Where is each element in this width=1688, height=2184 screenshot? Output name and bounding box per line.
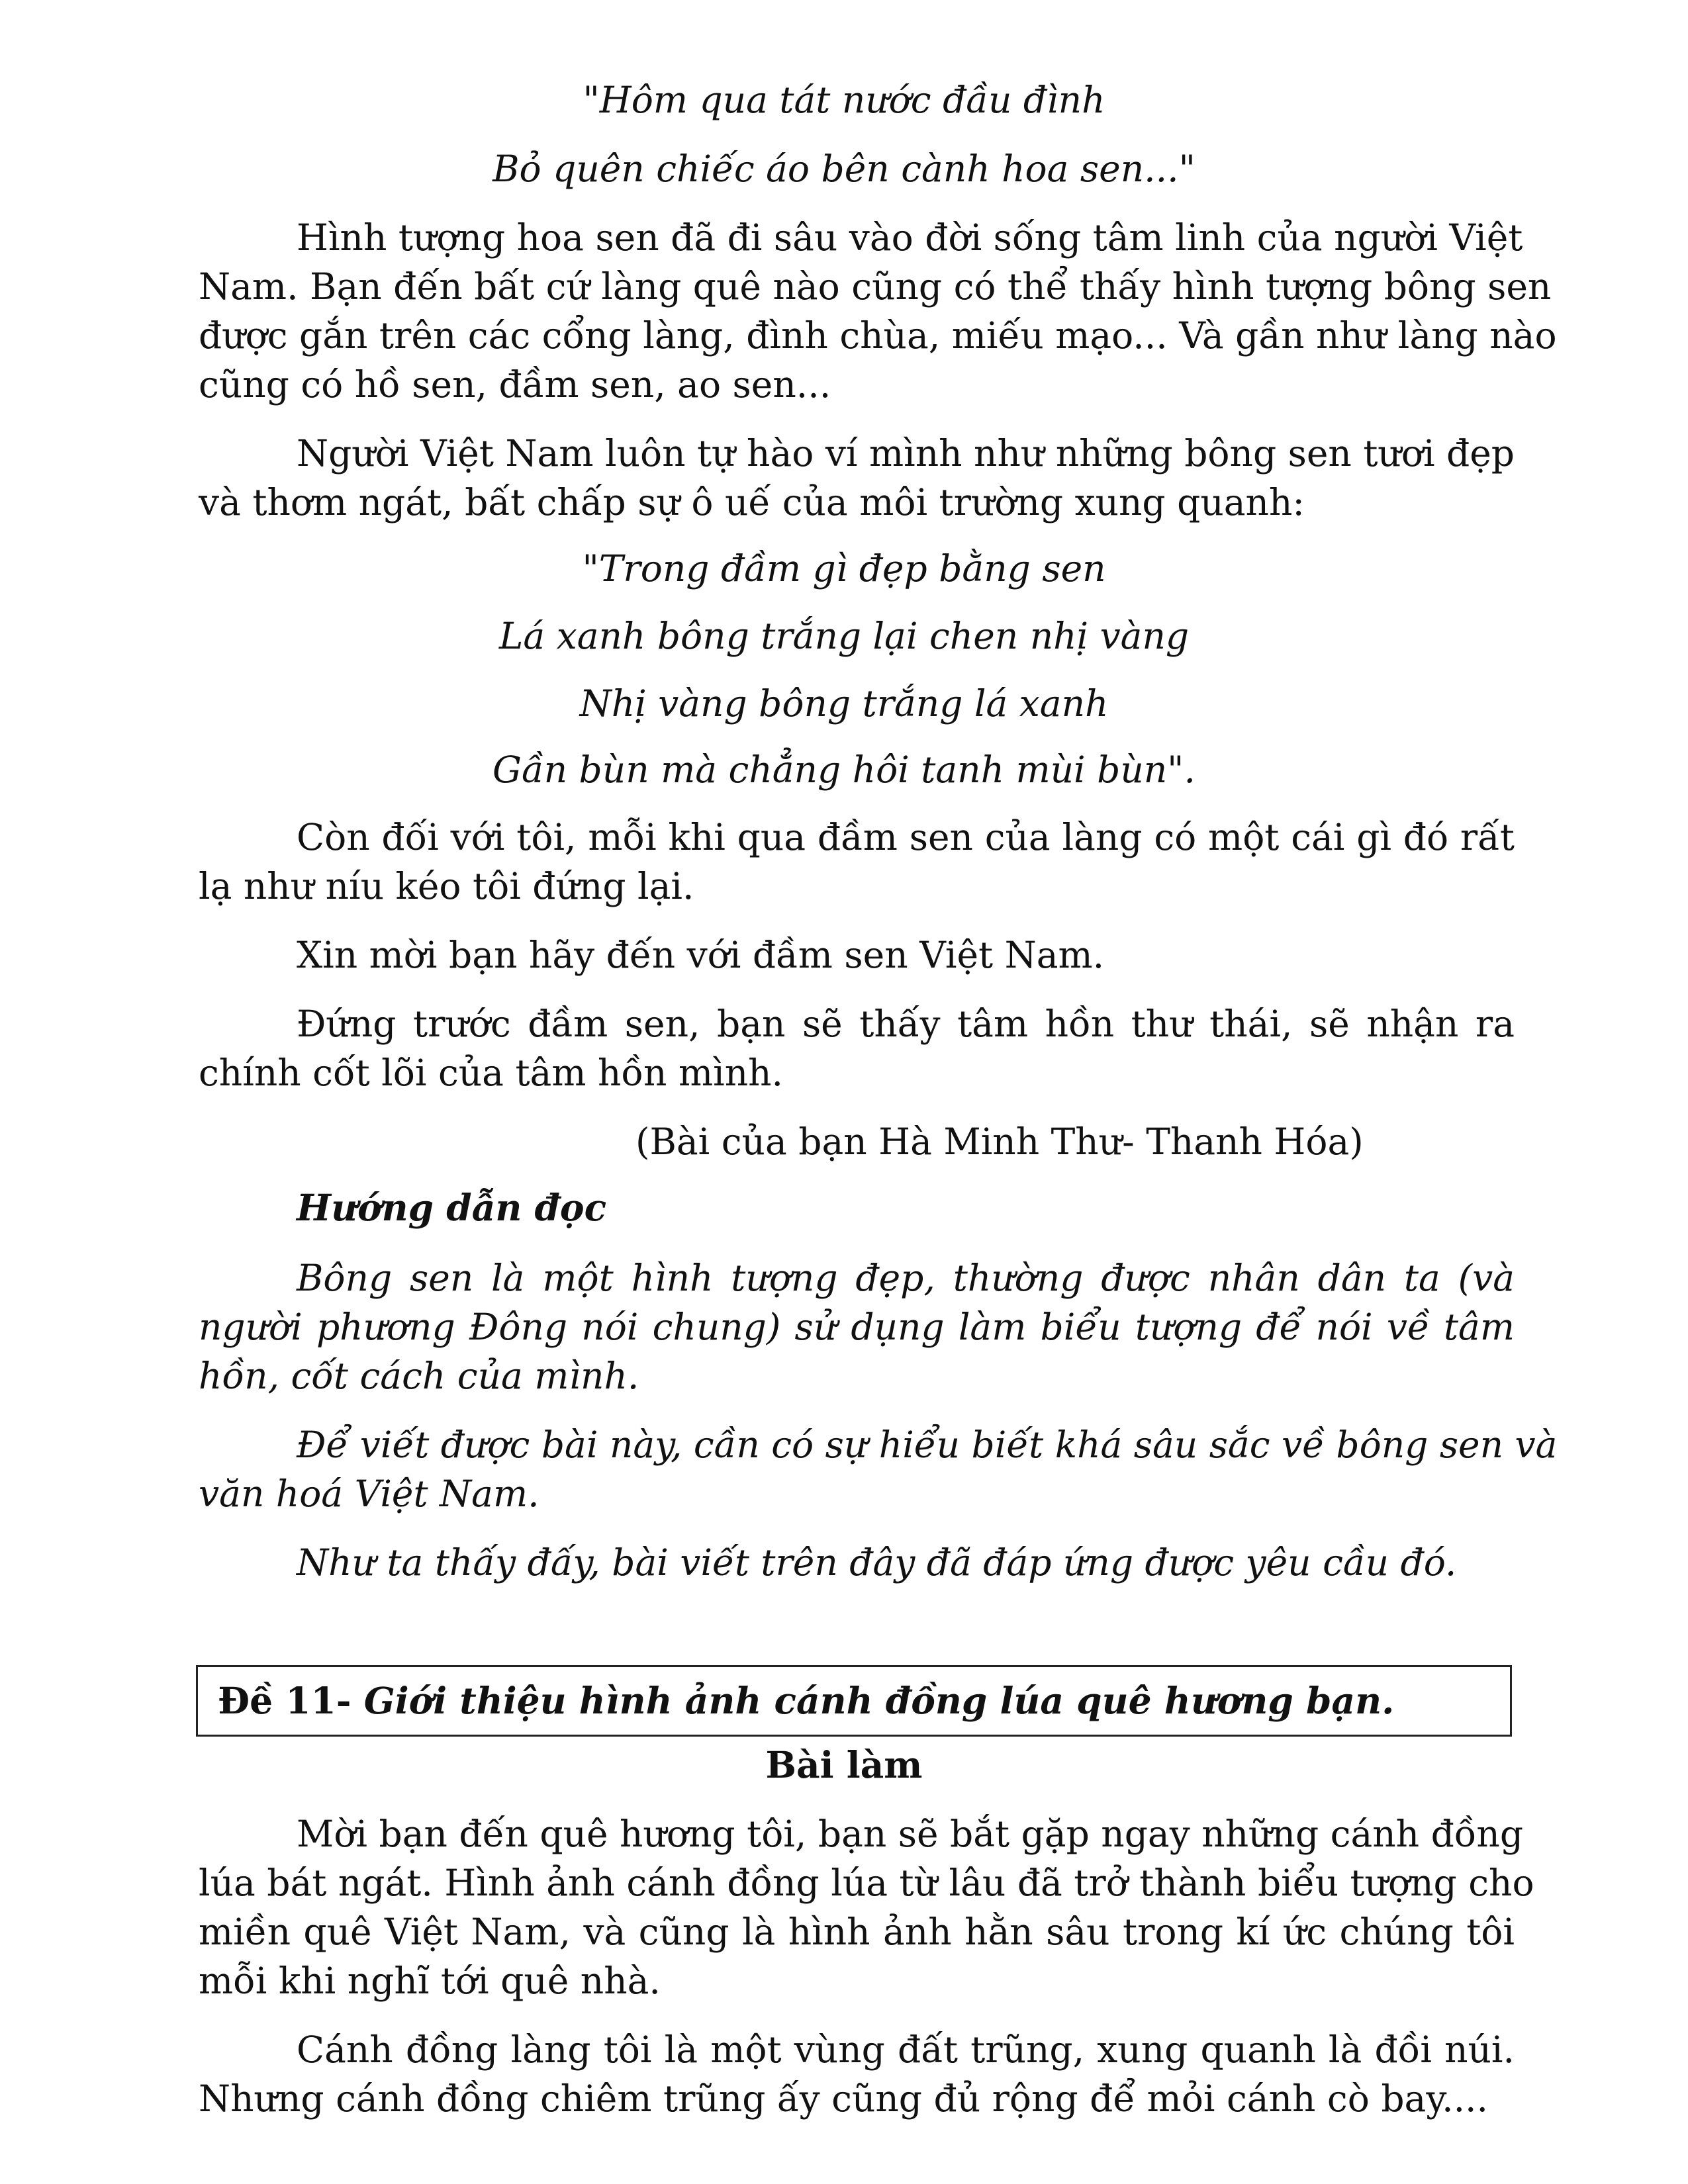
task-heading [218,1679,1394,1723]
para4-line-1: Xin mời bạn hãy đến với đầm sen Việt Nam. [297,934,1105,976]
task-title: Giới thiệu hình ảnh cánh đồng lúa quê hương bạn. [363,1679,1395,1722]
para3-line-2: lạ như níu kéo tôi đứng lại. [199,865,694,907]
para3-line-1: Còn đối với tôi, mỗi khi qua đầm sen của làng có một cái gì đó rất [297,816,1515,858]
essay-p1-line-3: miền quê Việt Nam, và cũng là hình ảnh hằn sâu trong kí ức chúng tôi [199,1911,1515,1953]
essay-p1-line-1: Mời bạn đến quê hương tôi, bạn sẽ bắt gặp ngay những cánh đồng [297,1813,1524,1855]
para1-line-3: được gắn trên các cổng làng, đình chùa, miếu mạo... Và gần như làng nào [199,314,1557,357]
guide-p2-line-1: Để viết được bài này, cần có sự hiểu biết khá sâu sắc về bông sen và [297,1424,1558,1466]
para1-line-2: Nam. Bạn đến bất cứ làng quê nào cũng có thể thấy hình tượng bông sen [199,265,1552,308]
para2-line-2: và thơm ngát, bất chấp sự ô uế của môi trường xung quanh: [199,481,1305,523]
para2-line-1: Người Việt Nam luôn tự hào ví mình như những bông sen tươi đẹp [297,432,1515,475]
poem-sen-line-2: Lá xanh bông trắng lại chen nhị vàng [498,615,1190,657]
attribution: (Bài của bạn Hà Minh Thư- Thanh Hóa) [635,1120,1364,1163]
essay-p1-line-2: lúa bát ngát. Hình ảnh cánh đồng lúa từ lâu đã trở thành biểu tượng cho [199,1862,1534,1904]
essay-heading: Bài làm [765,1743,923,1786]
guide-p1-line-2: người phương Đông nói chung) sử dụng làm biểu tượng để nói về tâm [199,1306,1515,1348]
guide-p2-line-2: văn hoá Việt Nam. [199,1473,539,1515]
poem-intro-line-1: "Hôm qua tát nước đầu đình [583,79,1105,121]
para5-line-2: chính cốt lõi của tâm hồn mình. [199,1052,784,1094]
task-box [196,1665,1512,1737]
guide-p1-line-3: hồn, cốt cách của mình. [199,1355,639,1397]
para1-line-4: cũng có hồ sen, đầm sen, ao sen... [199,363,831,406]
guide-p1-line-1: Bông sen là một hình tượng đẹp, thường được nhân dân ta (và [297,1257,1515,1299]
guide-p3-line-1: Như ta thấy đấy, bài viết trên đây đã đáp ứng được yêu cầu đó. [297,1541,1457,1584]
essay-p2-line-2: Nhưng cánh đồng chiêm trũng ấy cũng đủ rộng để mỏi cánh cò bay.... [199,2077,1489,2120]
poem-sen-line-4: Gần bùn mà chẳng hôi tanh mùi bùn". [492,749,1196,791]
para1-line-1: Hình tượng hoa sen đã đi sâu vào đời sống tâm linh của người Việt [297,216,1523,259]
guide-heading: Hướng dẫn đọc [297,1186,607,1229]
essay-p2-line-1: Cánh đồng làng tôi là một vùng đất trũng, xung quanh là đồi núi. [297,2028,1515,2071]
essay-p1-line-4: mỗi khi nghĩ tới quê nhà. [199,1960,661,2002]
poem-intro-line-2: Bỏ quên chiếc áo bên cành hoa sen..." [492,148,1196,190]
task-number: Đề 11- [218,1679,352,1722]
poem-sen-line-3: Nhị vàng bông trắng lá xanh [579,682,1109,725]
poem-sen-line-1: "Trong đầm gì đẹp bằng sen [582,547,1106,590]
para5-line-1: Đứng trước đầm sen, bạn sẽ thấy tâm hồn thư thái, sẽ nhận ra [297,1003,1515,1045]
